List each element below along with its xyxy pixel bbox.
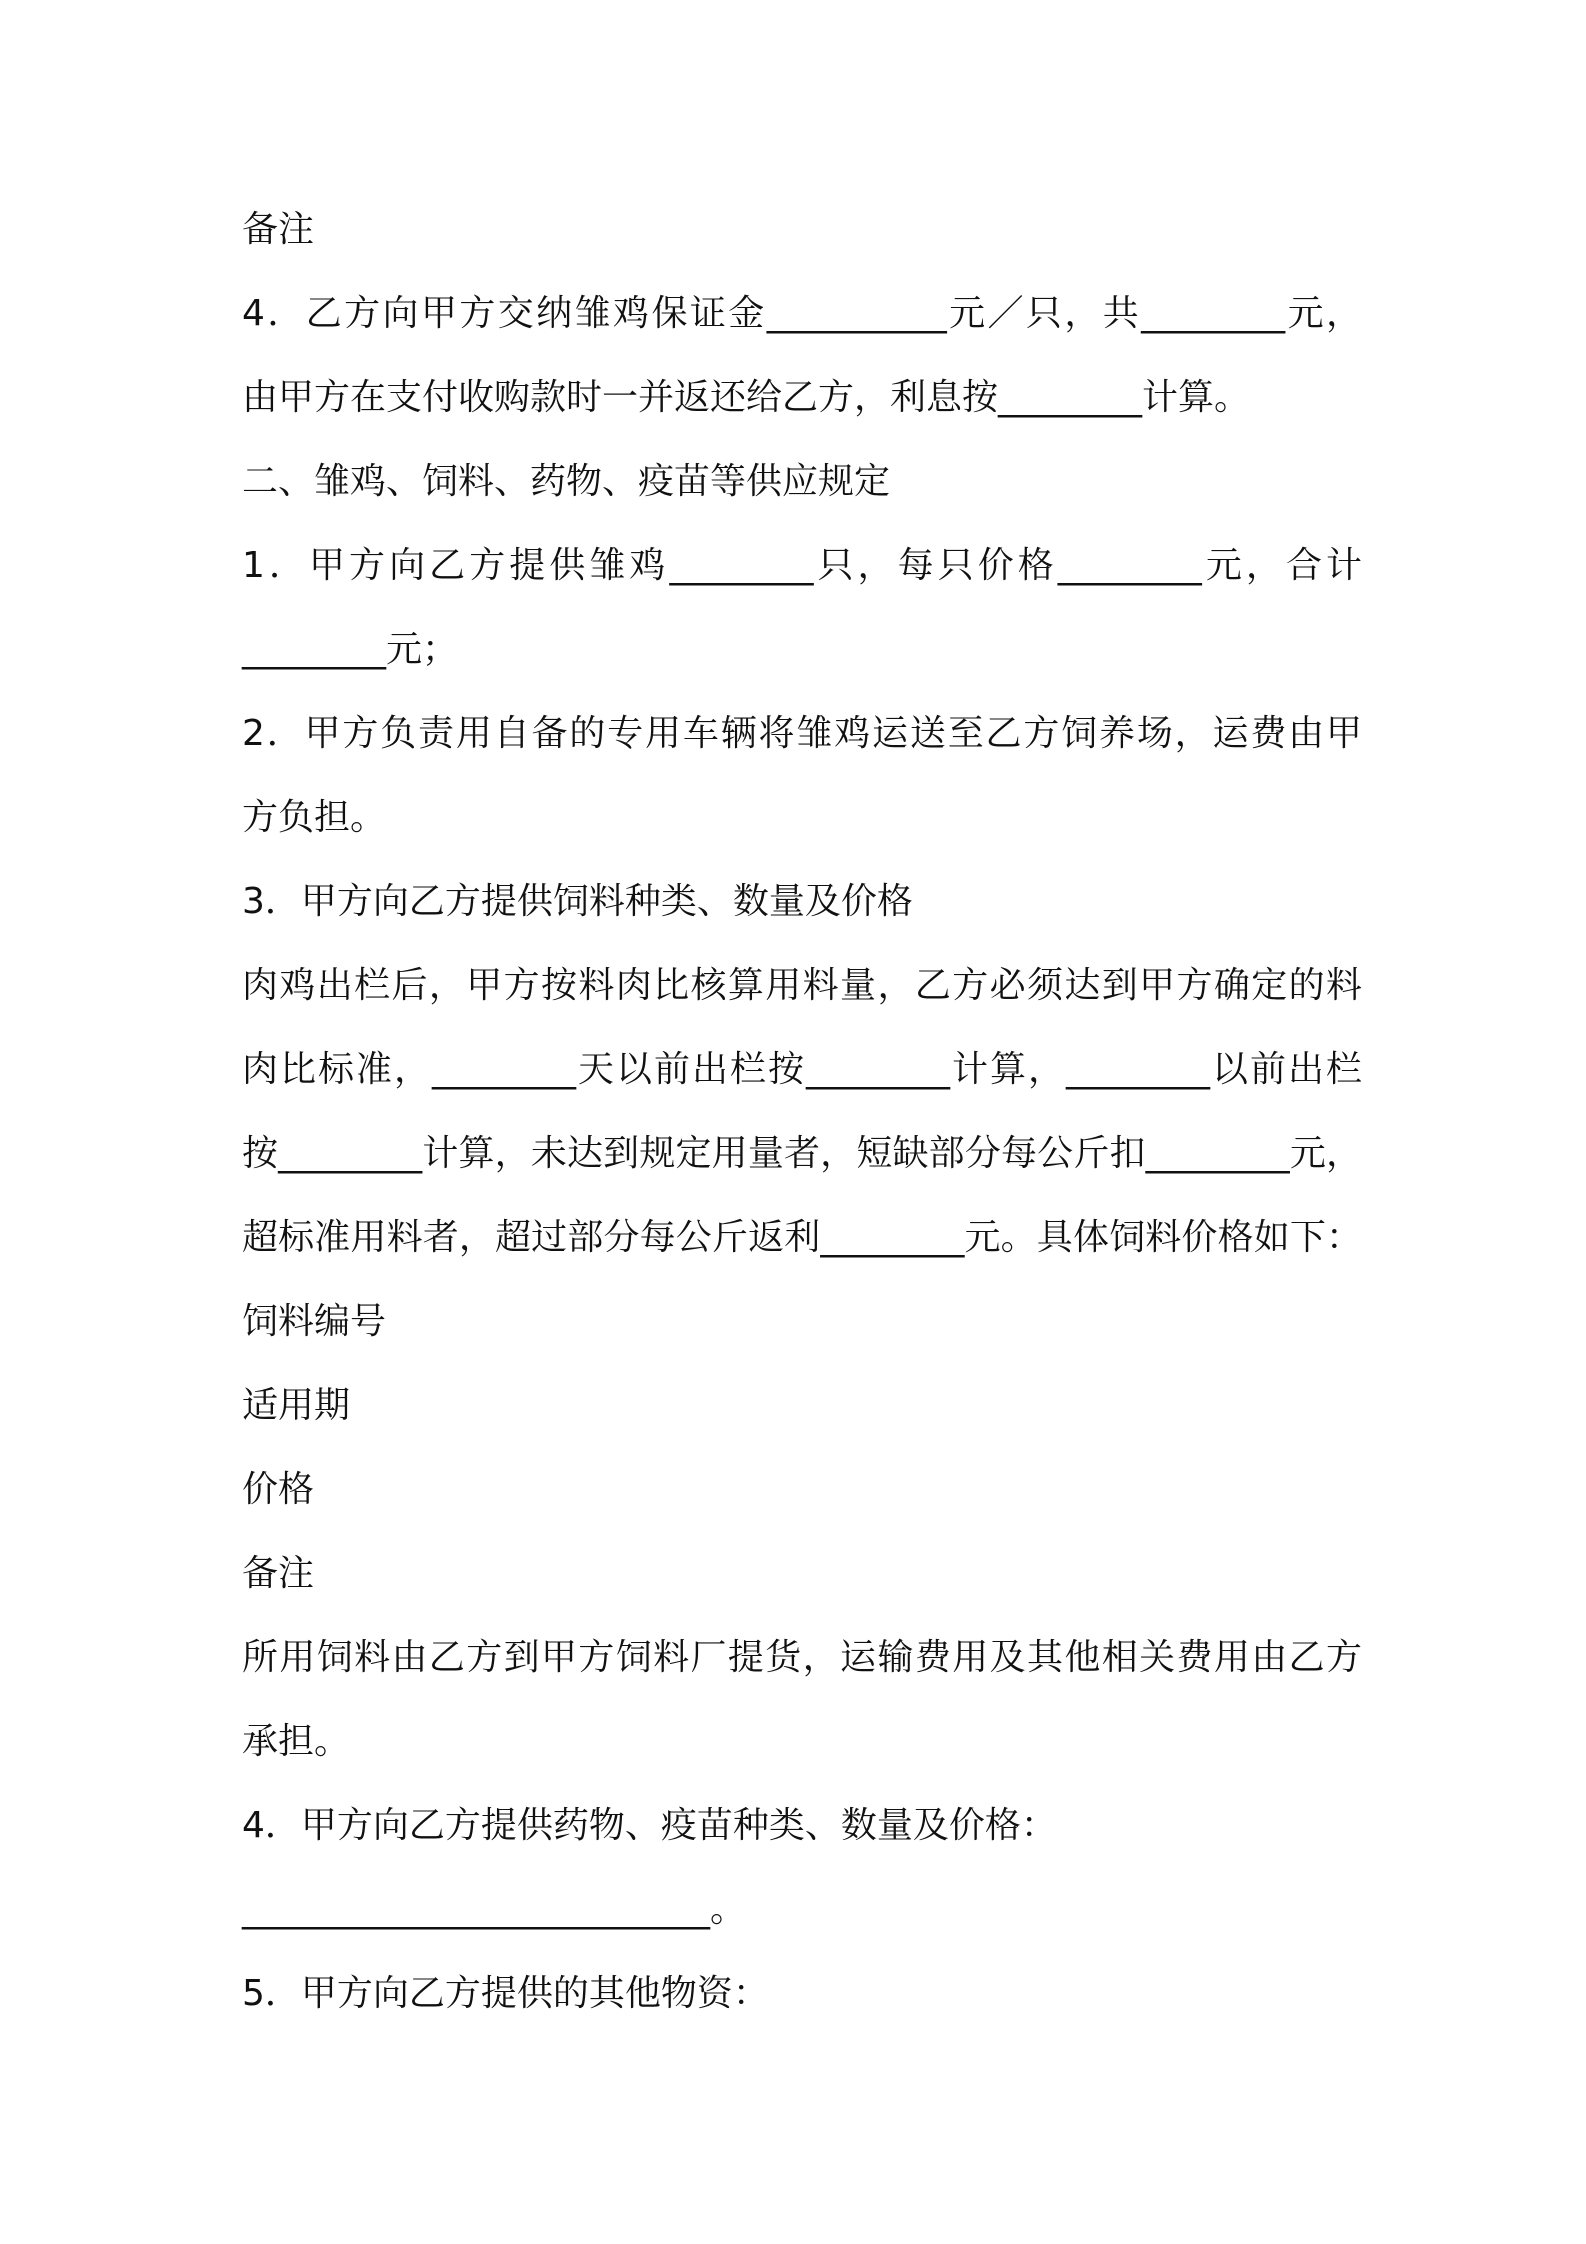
feed-table-col-number: 饲料编号 [242,1301,387,1342]
clause-1-chicks-cont: ________元； [242,629,459,670]
feed-paragraph-line-1: 肉鸡出栏后，甲方按料肉比核算用料量，乙方必须达到甲方确定的料 [242,965,1362,1006]
section-2-heading: 二、雏鸡、饲料、药物、疫苗等供应规定 [242,461,891,502]
clause-4-deposit: 4．乙方向甲方交纳雏鸡保证金__________元／只，共________元， [242,293,1362,334]
feed-table-col-period: 适用期 [242,1385,351,1426]
document-body [242,188,1362,2036]
feed-pickup-line-1: 所用饲料由乙方到甲方饲料厂提货，运输费用及其他相关费用由乙方 [242,1637,1362,1678]
clause-3-feed: 3．甲方向乙方提供饲料种类、数量及价格 [242,881,913,922]
clause-4-medicine-blank: __________________________。 [242,1889,746,1930]
clause-1-chicks: 1．甲方向乙方提供雏鸡________只，每只价格________元，合计 [242,545,1362,586]
feed-table-col-price: 价格 [242,1469,315,1510]
feed-pickup-line-2: 承担。 [242,1721,351,1762]
feed-table-col-remark: 备注 [242,1553,315,1594]
feed-paragraph-line-2: 肉比标准，________天以前出栏按________计算，________以前出栏 [242,1049,1362,1090]
feed-paragraph-line-4: 超标准用料者，超过部分每公斤返利________元。具体饲料价格如下： [242,1217,1362,1258]
clause-5-other-materials: 5．甲方向乙方提供的其他物资： [242,1973,769,2014]
clause-4-deposit-cont: 由甲方在支付收购款时一并返还给乙方，利息按________计算。 [242,377,1251,418]
clause-2-transport-cont: 方负担。 [242,797,387,838]
clause-4-medicine: 4．甲方向乙方提供药物、疫苗种类、数量及价格： [242,1805,1057,1846]
remark-label: 备注 [242,209,315,250]
feed-paragraph-line-3: 按________计算，未达到规定用量者，短缺部分每公斤扣________元， [242,1133,1362,1174]
clause-2-transport: 2．甲方负责用自备的专用车辆将雏鸡运送至乙方饲养场，运费由甲 [242,713,1362,754]
